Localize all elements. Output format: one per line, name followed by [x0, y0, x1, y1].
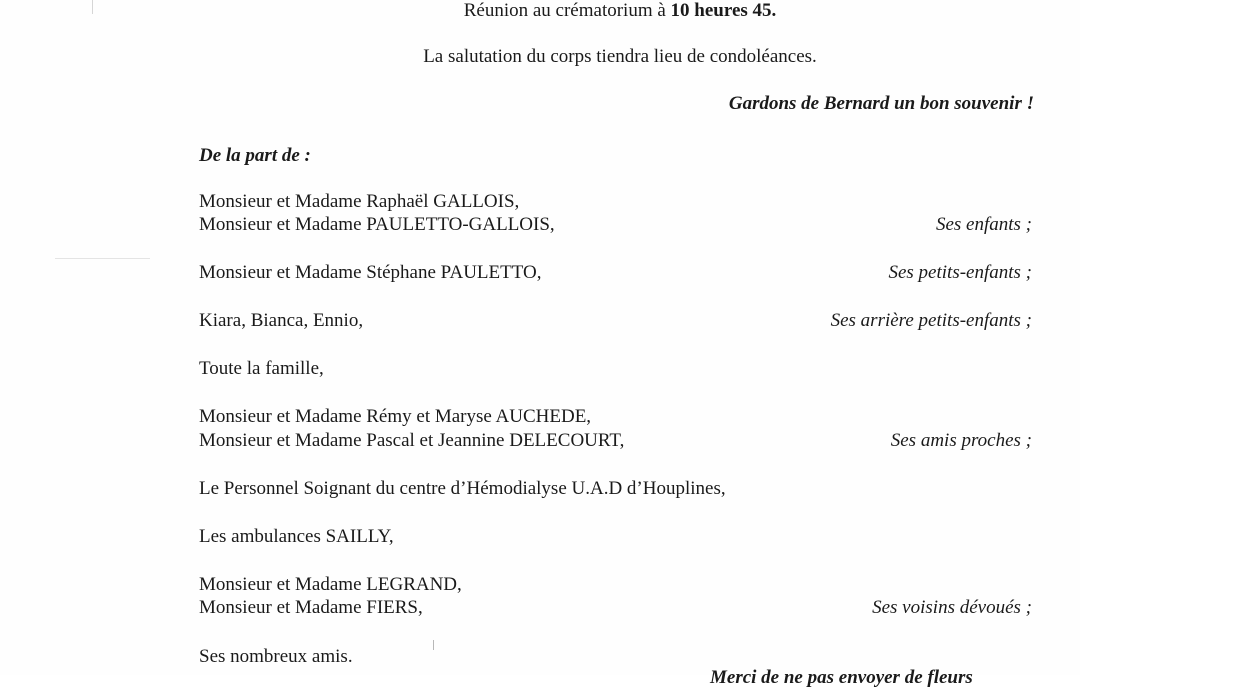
footer-partial: Merci de ne pas envoyer de fleurs [710, 667, 973, 688]
row-left: Kiara, Bianca, Ennio, [199, 310, 364, 331]
row-left: Monsieur et Madame Stéphane PAULETTO, [199, 262, 542, 283]
scan-artifact [55, 258, 150, 259]
meeting-prefix: Réunion au crématorium à [463, 0, 671, 21]
meeting-line [0, 0, 1240, 22]
row-right: Ses amis proches ; [890, 430, 1032, 451]
scan-artifact [433, 640, 434, 650]
row-left: Monsieur et Madame Rémy et Maryse AUCHEDE, [199, 406, 592, 427]
row-left: Le Personnel Soignant du centre d’Hémodialyse U.A.D d’Houplines, [199, 478, 726, 499]
meeting-time: 10 heures 45. [670, 0, 777, 21]
memory-line: Gardons de Bernard un bon souvenir ! [728, 93, 1034, 114]
row-left: Toute la famille, [199, 358, 324, 379]
row-left: Monsieur et Madame LEGRAND, [199, 574, 462, 595]
from-label: De la part de : [199, 145, 311, 166]
row-left: Monsieur et Madame FIERS, [199, 597, 423, 618]
row-left: Monsieur et Madame Pascal et Jeannine DELECOURT, [199, 430, 625, 451]
salutation-line: La salutation du corps tiendra lieu de condoléances. [423, 46, 817, 67]
row-left: Les ambulances SAILLY, [199, 526, 394, 547]
row-left: Ses nombreux amis. [199, 646, 353, 667]
row-right: Ses voisins dévoués ; [872, 597, 1032, 618]
row-left: Monsieur et Madame Raphaël GALLOIS, [199, 191, 520, 212]
row-right: Ses enfants ; [935, 214, 1032, 235]
row-right: Ses arrière petits-enfants ; [830, 310, 1032, 331]
row-left: Monsieur et Madame PAULETTO-GALLOIS, [199, 214, 555, 235]
row-right: Ses petits-enfants ; [888, 262, 1032, 283]
